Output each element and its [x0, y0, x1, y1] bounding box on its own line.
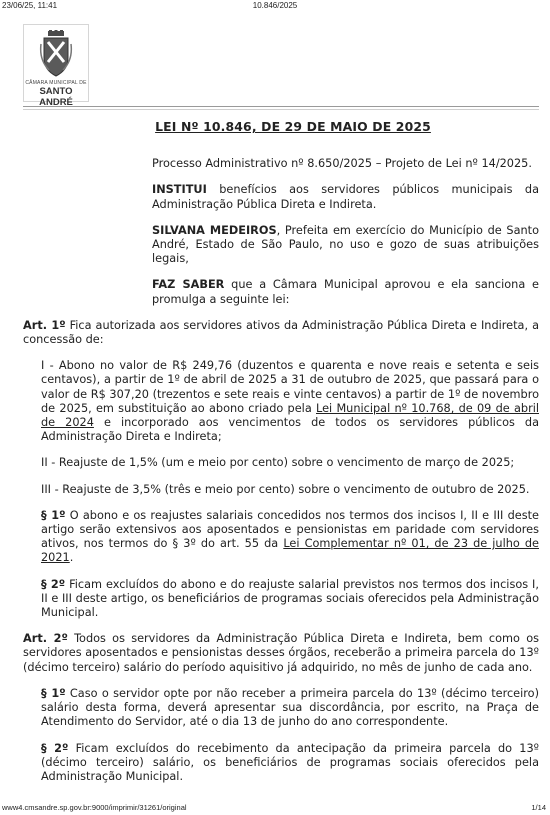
art1-par2-label: § 2º: [41, 577, 66, 591]
print-tab-title: 10.846/2025: [252, 1, 298, 10]
print-url: www4.cmsandre.sp.gov.br:9000/imprimir/31261/original: [2, 803, 187, 812]
art2-par2-text: Ficam excluídos do recebimento da antecipação da primeira parcela do 13º (décimo terceiro) salário, os beneficiários de programas sociais oferecidos pela Administração Municipal.: [41, 741, 539, 783]
art2-label: Art. 2º: [23, 632, 68, 646]
header-divider-2: [23, 109, 539, 110]
art1-inciso-3: III - Reajuste de 3,5% (três e meio por cento) sobre o vencimento de outubro de 2025.: [41, 482, 530, 496]
art2-caput: [23, 632, 539, 675]
lei-10768-link[interactable]: Lei Municipal nº 10.768, de 09 de abril de 2024: [41, 401, 539, 430]
art1-inciso-2: II - Reajuste de 1,5% (um e meio por cento) sobre o vencimento de março de 2025;: [41, 456, 515, 470]
faz-saber-text: que a Câmara Municipal aprovou e ela sanciona e promulga a seguinte lei:: [152, 278, 539, 306]
art1-label: Art. 1º: [23, 318, 66, 332]
art1-caput: [23, 319, 539, 347]
preambulo-text: , Prefeita em exercício do Município de Santo André, Estado de São Paulo, no uso e gozo de suas atribuições legais,: [152, 223, 539, 266]
ementa-text: benefícios aos servidores públicos municipais da Administração Pública Direta e Indireta.: [152, 183, 539, 211]
art1-par1-text: O abono e os reajustes salariais concedidos nos termos dos incisos I, II e III deste artigo serão extensivos aos aposentados e pensionistas em paridade com servidores ativos, nos termos do § 3º do art. 55 da: [41, 508, 539, 551]
law-title: LEI Nº 10.846, DE 29 DE MAIO DE 2025: [155, 119, 431, 134]
art1-paragrafo-1: [41, 509, 539, 566]
header-divider: [23, 106, 539, 107]
logo-line1: CÂMARA MUNICIPAL DE: [25, 80, 87, 86]
art1-caput-text: Fica autorizada aos servidores ativos da Administração Pública Direta e Indireta, a concessão de:: [23, 318, 539, 347]
faz-saber-label: FAZ SABER: [152, 278, 225, 292]
print-datetime: 23/06/25, 11:41: [2, 1, 58, 10]
art1-paragrafo-2: [41, 578, 539, 621]
ementa: [152, 183, 539, 211]
coat-of-arms-icon: [39, 30, 73, 78]
art2-par1-label: § 1º: [41, 686, 66, 700]
inciso-1-text: I - Abono no valor de R$ 249,76 (duzentos e quarenta e nove reais e setenta e seis centavos), a partir de 1º de abril de 2025 a 31 de outubro de 2025, que passará para o valor de R$ 307,20 (trezentos e sete reais e vinte centavos) a partir de 1º de novembro de 2025, em substituição ao abono criado pela: [41, 359, 539, 415]
art2-paragrafo-1: [41, 687, 539, 730]
art1-inciso-1: [41, 359, 539, 444]
preambulo-name: SILVANA MEDEIROS: [152, 223, 277, 237]
art2-paragrafo-2: [41, 742, 539, 785]
art2-par1-text: Caso o servidor opte por não receber a primeira parcela do 13º (décimo terceiro) salário desta forma, deverá apresentar sua discordância, por escrito, na Praça de Atendimento do Servidor, até o dia 13 de junho do ano correspondente.: [41, 686, 539, 729]
art1-par1-label: § 1º: [41, 508, 66, 522]
inciso-1-tail: e incorporado aos vencimentos de todos os servidores públicos da Administração Direta e Indireta;: [41, 416, 540, 444]
art2-par2-label: § 2º: [41, 741, 69, 755]
camara-logo: [23, 24, 89, 108]
page-counter: 1/14: [531, 803, 546, 812]
print-footer: [0, 801, 550, 815]
print-header: [0, 0, 550, 12]
preambulo: [152, 224, 539, 267]
faz-saber: [152, 278, 539, 306]
art2-caput-text: Todos os servidores da Administração Pública Direta e Indireta, bem como os servidores aposentados e pensionistas desses órgãos, receberão a primeira parcela do 13º (décimo terceiro) salário do período aquisitivo já adquirido, no mês de junho de cada ano.: [23, 632, 539, 674]
art1-par1-tail: .: [69, 551, 74, 565]
art1-par2-text: Ficam excluídos do abono e do reajuste salarial previstos nos termos dos incisos I, II e III deste artigo, os beneficiários de programas sociais oferecidos pela Administração Municipal.: [41, 577, 539, 620]
ementa-label: INSTITUI: [152, 183, 207, 197]
processo-line: Processo Administrativo nº 8.650/2025 – Projeto de Lei nº 14/2025.: [152, 157, 532, 171]
law-document: [23, 120, 539, 796]
logo-line2: SANTO ANDRÉ: [39, 86, 73, 108]
lei-complementar-01-link[interactable]: Lei Complementar nº 01, de 23 de julho de 2021: [41, 537, 539, 565]
